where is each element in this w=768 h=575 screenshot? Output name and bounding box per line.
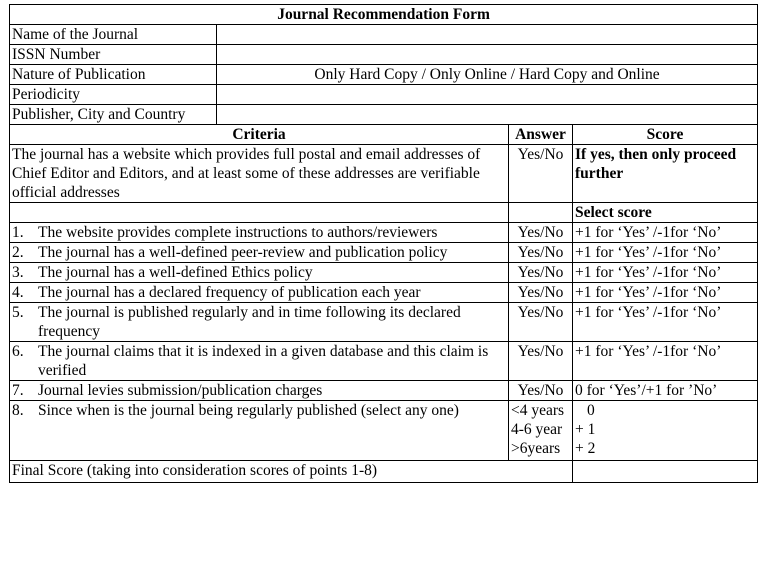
criterion-1-score: +1 for ‘Yes’ /-1for ‘No’	[573, 223, 758, 243]
criterion-text: The journal claims that it is indexed in a given database and this claim is verified	[38, 343, 489, 379]
spacer-answer-cell	[509, 203, 573, 223]
criterion-4: 4. The journal has a declared frequency of publication each year	[12, 283, 506, 302]
criterion-7-answer[interactable]: Yes/No	[509, 381, 573, 401]
criterion-6-score: +1 for ‘Yes’ /-1for ‘No’	[573, 342, 758, 381]
criterion-5-answer[interactable]: Yes/No	[509, 303, 573, 342]
criterion-text: The website provides complete instructions to authors/reviewers	[38, 224, 438, 241]
option-score: 0	[587, 402, 595, 419]
publisher-label: Publisher, City and Country	[10, 105, 217, 125]
option-answer[interactable]: 4-6 year	[511, 421, 563, 438]
criterion-text: The journal has a declared frequency of publication each year	[38, 284, 421, 301]
periodicity-value[interactable]	[217, 85, 758, 105]
criterion-2-answer[interactable]: Yes/No	[509, 243, 573, 263]
option-score: + 1	[575, 421, 596, 438]
issn-label: ISSN Number	[10, 45, 217, 65]
criterion-6: 6. The journal claims that it is indexed in a given database and this claim is verified	[12, 342, 506, 380]
score-header: Score	[573, 125, 758, 145]
journal-name-label: Name of the Journal	[10, 25, 217, 45]
final-score-value[interactable]	[573, 461, 758, 483]
select-score-label: Select score	[573, 203, 758, 223]
criterion-5: 5. The journal is published regularly and in time following its declared frequency	[12, 303, 506, 341]
journal-name-value[interactable]	[217, 25, 758, 45]
criterion-8: 8. Since when is the journal being regularly published (select any one)	[12, 401, 506, 420]
criterion-8-scores	[573, 401, 758, 461]
criterion-2: 2. The journal has a well-defined peer-review and publication policy	[12, 243, 506, 262]
intro-criterion: The journal has a website which provides full postal and email addresses of Chief Editor and Editors, and at least some of these addresses are verifiable official addresses	[10, 145, 509, 203]
criterion-text: Since when is the journal being regularly published (select any one)	[38, 402, 459, 419]
criterion-4-score: +1 for ‘Yes’ /-1for ‘No’	[573, 283, 758, 303]
spacer-cell	[10, 203, 509, 223]
criterion-text: Journal levies submission/publication charges	[38, 382, 323, 399]
issn-value[interactable]	[217, 45, 758, 65]
periodicity-label: Periodicity	[10, 85, 217, 105]
criterion-7-score: 0 for ‘Yes’/+1 for ’No’	[573, 381, 758, 401]
publisher-value[interactable]	[217, 105, 758, 125]
criterion-7: 7. Journal levies submission/publication charges	[12, 381, 506, 400]
nature-options[interactable]: Only Hard Copy / Only Online / Hard Copy and Online	[217, 65, 758, 85]
criterion-3-answer[interactable]: Yes/No	[509, 263, 573, 283]
criterion-3: 3. The journal has a well-defined Ethics policy	[12, 263, 506, 282]
criterion-text: The journal has a well-defined peer-review and publication policy	[38, 244, 448, 261]
criterion-3-score: +1 for ‘Yes’ /-1for ‘No’	[573, 263, 758, 283]
nature-label: Nature of Publication	[10, 65, 217, 85]
criterion-5-score: +1 for ‘Yes’ /-1for ‘No’	[573, 303, 758, 342]
criterion-text: The journal has a well-defined Ethics policy	[38, 264, 313, 281]
criterion-6-answer[interactable]: Yes/No	[509, 342, 573, 381]
intro-answer[interactable]: Yes/No	[509, 145, 573, 203]
option-score: + 2	[575, 440, 596, 457]
criterion-8-answers[interactable]	[509, 401, 573, 461]
form-title: Journal Recommendation Form	[10, 5, 758, 25]
criterion-1-answer[interactable]: Yes/No	[509, 223, 573, 243]
intro-score: If yes, then only proceed further	[573, 145, 758, 203]
option-answer[interactable]: <4 years	[511, 402, 565, 419]
final-score-label: Final Score (taking into consideration scores of points 1-8)	[10, 461, 573, 483]
criterion-4-answer[interactable]: Yes/No	[509, 283, 573, 303]
option-answer[interactable]: >6years	[511, 440, 561, 457]
criterion-1: 1. The website provides complete instructions to authors/reviewers	[12, 223, 506, 242]
criterion-text: The journal is published regularly and in time following its declared frequency	[38, 304, 461, 340]
criteria-header: Criteria	[10, 125, 509, 145]
answer-header: Answer	[509, 125, 573, 145]
journal-recommendation-table	[9, 4, 758, 483]
criterion-2-score: +1 for ‘Yes’ /-1for ‘No’	[573, 243, 758, 263]
